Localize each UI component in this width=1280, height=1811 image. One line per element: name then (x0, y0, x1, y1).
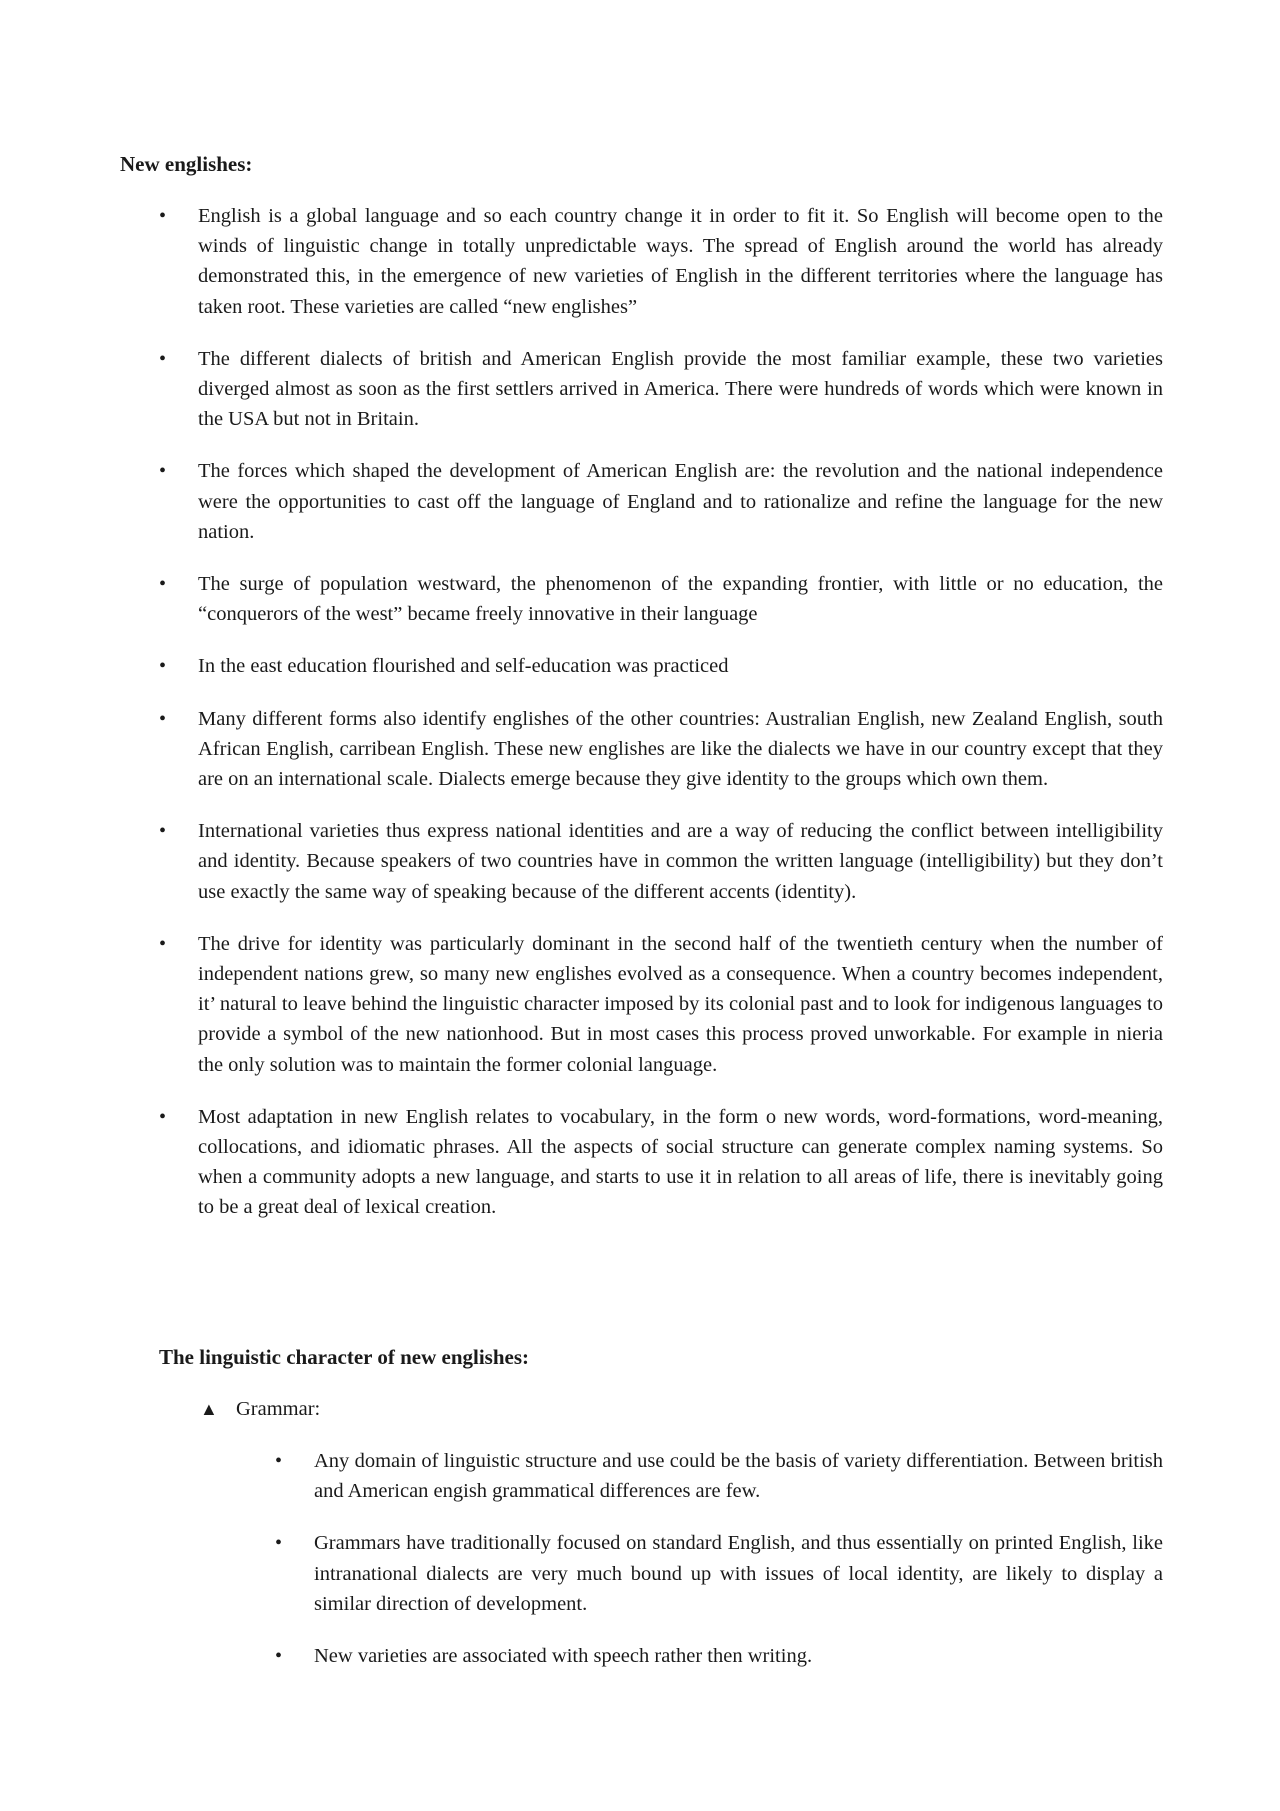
bullet-icon: • (159, 347, 167, 370)
list-item (159, 569, 1163, 629)
bullet-icon: • (159, 1105, 167, 1128)
list-item-text: Any domain of linguistic structure and use could be the basis of variety differentiation. Between british and American engish grammatical differences are few. (314, 1450, 1163, 1503)
bullet-icon: • (159, 932, 167, 955)
list-item-text: New varieties are associated with speech rather then writing. (314, 1645, 813, 1668)
page-title: New englishes: (120, 152, 253, 176)
list-item-text: The forces which shaped the development of American English are: the revolution and the national independence were the opportunities to cast off the language of England and to rationalize and refine the language for the new nation. (198, 460, 1163, 543)
bullet-icon: • (159, 820, 167, 843)
bullet-icon: • (159, 707, 167, 730)
bullet-icon: • (159, 205, 167, 227)
grammar-label: Grammar: (236, 1398, 321, 1420)
list-item (275, 1446, 1163, 1506)
list-item (159, 651, 1163, 681)
list-item (159, 344, 1163, 435)
bullet-icon: • (159, 573, 167, 596)
grammar-list (275, 1446, 1163, 1693)
list-item-text: Grammars have traditionally focused on standard English, and thus essentially on printed English, like intranational dialects are very much bound up with issues of local identity, are likely to display a similar direction of development. (314, 1532, 1163, 1615)
list-item (159, 456, 1163, 547)
section-heading: The linguistic character of new englishes: (159, 1345, 530, 1369)
bullet-list (159, 201, 1163, 1245)
list-item-text: Most adaptation in new English relates to vocabulary, in the form o new words, word-formations, word-meaning, collocations, and idiomatic phrases. All the aspects of social structure can generate complex naming systems. So when a community adopts a new language, and starts to use it in relation to all areas of life, there is inevitably going to be a great deal of lexical creation. (198, 1105, 1163, 1219)
list-item-text: The drive for identity was particularly dominant in the second half of the twentieth century when the number of independent nations grew, so many new englishes evolved as a consequence. When a country becomes independent, it’ natural to leave behind the linguistic character imposed by its colonial past and to look for indigenous languages to provide a symbol of the new nationhood. But in most cases this process proved unworkable. For example in nieria the only solution was to maintain the former colonial language. (198, 932, 1163, 1076)
list-item (275, 1641, 1163, 1671)
bullet-icon: • (275, 1532, 283, 1555)
list-item (275, 1528, 1163, 1619)
grammar-heading (200, 1394, 320, 1424)
list-item (159, 201, 1163, 322)
list-item-text: The surge of population westward, the phenomenon of the expanding frontier, with little or no education, the “conquerors of the west” became freely innovative in their language (198, 573, 1163, 626)
list-item-text: In the east education flourished and self-education was practiced (198, 655, 729, 678)
bullet-icon: • (275, 1645, 283, 1668)
list-item (159, 929, 1163, 1080)
list-item-text: Many different forms also identify englishes of the other countries: Australian English, new Zealand English, south African English, carribean English. These new englishes are like the dialects we have in our country except that they are on an international scale. Dialects emerge because they give identity to the groups which own them. (198, 707, 1163, 791)
list-item (159, 1102, 1163, 1223)
list-item-text: English is a global language and so each country change it in order to fit it. So English will become open to the winds of linguistic change in totally unpredictable ways. The spread of English around the world has already demonstrated this, in the emergence of new varieties of English in the different territories where the language has taken root. These varieties are called “new englishes” (198, 205, 1163, 318)
list-item-text: The different dialects of british and American English provide the most familiar example, these two varieties diverged almost as soon as the first settlers arrived in America. There were hundreds of words which were known in the USA but not in Britain. (198, 347, 1163, 431)
list-item-text: International varieties thus express national identities and are a way of reducing the conflict between intelligibility and identity. Because speakers of two countries have in common the written language (intelligibility) but they don’t use exactly the same way of speaking because of the different accents (identity). (198, 820, 1163, 903)
bullet-icon: • (159, 655, 167, 678)
list-item (159, 704, 1163, 795)
bullet-icon: • (159, 460, 167, 483)
bullet-icon: • (275, 1450, 283, 1472)
triangle-icon: ▲ (200, 1399, 218, 1419)
list-item (159, 816, 1163, 907)
